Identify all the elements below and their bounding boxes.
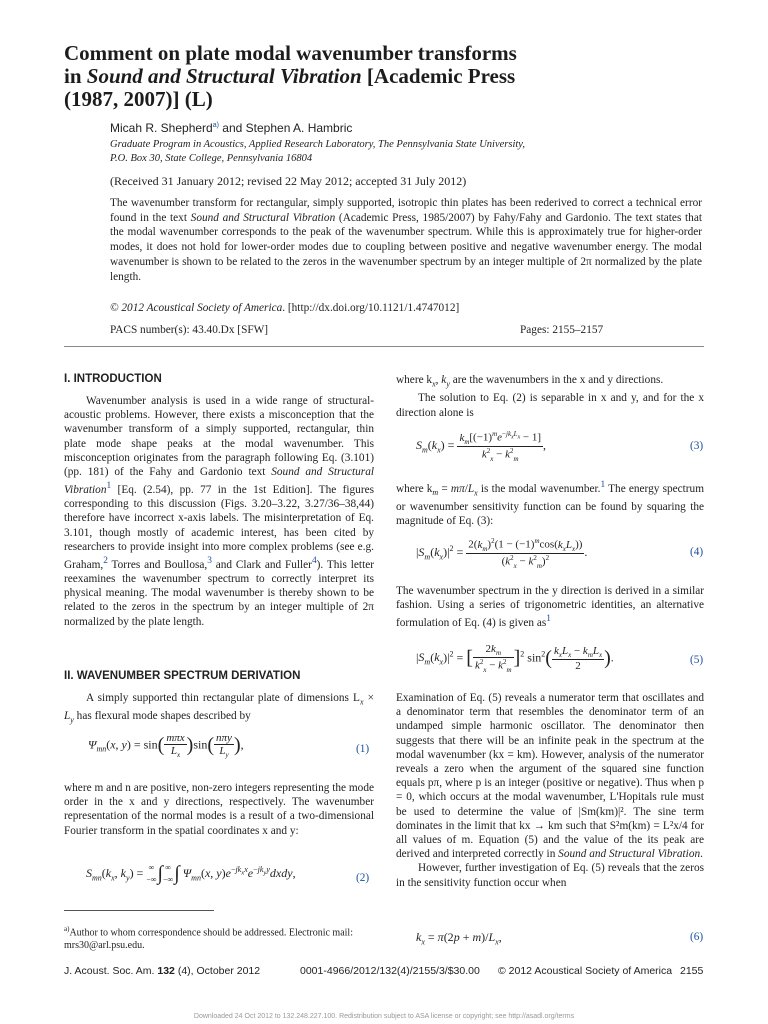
doi-link[interactable]: . [http://dx.doi.org/10.1121/1.4747012] bbox=[282, 302, 460, 314]
pacs-numbers: PACS number(s): 43.40.Dx [SFW] bbox=[110, 324, 269, 336]
right-paragraph-4: Examination of Eq. (5) reveals a numerator term that oscillates and a denominator term that resembles the denominator term of an undamped simple harmonic oscillator. The denominator then suggests that there will be an infinite peak in the spectrum at the modal wavenumber (kx = km). However, analysis of the numerator reveals a zero when the argument of the squared sine function equals pπ, where p is an integer (positive or negative). Thus when p = 0, which occurs at the modal wavenumber, L'Hopitals rule must be used to determine the value of |Sm(km)|². The sine term dominates in the limit that kx → km such that S²m(km) = L²x/4 for all values of m. Equation (5) and the value of the its peak are derived and interpreted correctly in Sound and Structural Vibration. However, further investigation of Eq. (5) reveals that the zeros in the sensitivity function occur when bbox=[396, 692, 704, 889]
right-paragraph-3: The wavenumber spectrum in the y direction is derived in a similar fashion. Using a series of trigonometric identities, an alternative formulation of Eq. (4) is given $as^1$ bbox=[396, 585, 704, 630]
equation-number-6[interactable]: (6) bbox=[690, 931, 704, 943]
journal-citation: J. Acoust. Soc. Am. 132 (4), October 2012 bbox=[64, 965, 261, 977]
right-paragraph-1: where $k_x$, $k_y$ are the wavenumbers in the x and y directions. The solution to Eq. (2) is separable in x and y, and for the x direction alone is bbox=[396, 374, 704, 419]
footnote-marker[interactable]: a) bbox=[212, 122, 219, 129]
derivation-paragraph-1: A simply supported thin rectangular plate of dimensions $L_x \times L_y$ has flexural mode shapes described by bbox=[64, 692, 374, 725]
section-heading-introduction: I. INTRODUCTION bbox=[64, 373, 162, 385]
equation-4: $|S_m(k_x)|^2$ = $\frac{2(k_m)^2(1 - (-1)^m\cos(k_xL_x))}{(k^2_x - k^2_m)^2}$ . bbox=[416, 537, 588, 570]
abstract: The wavenumber transform for rectangular, simply supported, isotropic thin plates has been rederived to correct a technical error found in the text Sound and Structural Vibration (Academic Press, 1985/2007) by Fahy/Fahy and Gardonio. The text states that the modal wavenumber corresponds to the peak of the wavenumber spectrum. While this is approximately true for higher-order modes, it does not hold for lower-order modes due to coupling between positive and negative wavenumber energy. The modal wavenumber is shown to be related to the zeros in the wavenumber spectrum by an integer multiple of 2π normalized by the plate length. bbox=[110, 197, 702, 283]
footnote-divider bbox=[64, 910, 214, 911]
equation-1: $\Psi_{mn}(x$, y) = sin( $\frac{\text{mπx}}{L_x}$ )sin( $\frac{\text{nπy}}{L_y}$ ), bbox=[88, 732, 244, 760]
intro-paragraph: Wavenumber analysis is used in a wide range of structural-acoustic problems. However, there exists a misconception that the wavenumber transform of a simply supported, rectangular, thin plate mode shape peaks at the modal wavenumber. This misconception originates from the paragraph following Eq. (3.101) (pp. 181) of the Fahy and Gardonio text Sound and Structural Vibration$^1$ [Eq. (2.54), pp. 77 in the 1st Edition]. The figures corresponding to this discussion (Figs. 3.20–3.22, 3.27/36–38,44) therefore have incorrect x-axis labels. The misinterpretation of Eq. 3.101, though mostly of academic interest, has been cited by researchers to provide insight into more complex problems (see e.g. Graham,$^2$ Torres and Boullosa,$^3$ and Clark and Fuller$^4$). This letter reexamines the wavenumber spectrum to correctly interpret its physical meaning. The modal wavenumber is thereby shown to be related to the zeros in the spectrum by an integer multiple of 2π normalized by the plate length. bbox=[64, 395, 374, 628]
footer-copyright: © 2012 Acoustical Society of America bbox=[498, 965, 673, 977]
equation-5: $|S_m(k_x)|^2$ = [ $\frac{2k_m}{k^2_x - k^2_m}$ ]$^2$ $\sin^2$( $\frac{k_xL_x - k_mL_x}{2}$ ). bbox=[416, 643, 614, 675]
header-divider bbox=[64, 346, 704, 347]
derivation-paragraph-2: where m and n are positive, non-zero integers representing the mode order in the x and y directions, respectively. The wavenumber representation of the normal modes is a result of a two-dimensional Fourier transform in the spatial coordinates x and y: bbox=[64, 782, 374, 837]
equation-2: $S_{mn}(k_x$, $k_y$) = ∞ −∞∫ ∞ −∞∫ $\Psi_{mn}(x$, $y)e^{-jk_xx}e^{-jk_yy}dxdy$, bbox=[86, 862, 296, 885]
equation-6: $k_x = \pi(2p + m)/L_x$, bbox=[416, 930, 502, 947]
equation-number-2[interactable]: (2) bbox=[356, 872, 370, 884]
author-list: Micah R. Shepherd$^{a)}$ and Stephen A. Hambric bbox=[110, 121, 353, 135]
equation-number-5[interactable]: (5) bbox=[690, 654, 704, 666]
received-dates: (Received 31 January 2012; revised 22 May 2012; accepted 31 July 2012) bbox=[110, 174, 467, 188]
download-notice: Downloaded 24 Oct 2012 to 132.248.227.100. Redistribution subject to ASA license or copyright; see http://asadl.org/terms bbox=[193, 1013, 575, 1020]
equation-number-1[interactable]: (1) bbox=[356, 743, 370, 755]
section-heading-derivation: II. WAVENUMBER SPECTRUM DERIVATION bbox=[64, 670, 301, 682]
article-title: Comment on plate modal wavenumber transforms in Sound and Structural Vibration [Academic Press (1987, 2007)] (L) bbox=[64, 41, 517, 111]
copyright-line: © 2012 Acoustical Society of America. [http://dx.doi.org/10.1121/1.4747012] bbox=[110, 302, 460, 314]
equation-3: $S_m(k_x)$ = $\frac{k_m[(-1)^me^{-jk_xL_x} - 1]}{k^2_x - k^2_m}$ , bbox=[416, 430, 547, 463]
footnote: $^{a)}$Author to whom correspondence should be addressed. Electronic mail: mrs30@arl.psu.edu. bbox=[64, 925, 353, 952]
right-paragraph-2: where $k_m = m\pi/L_x$ is the modal wavenumber.$^1$ The energy spectrum or wavenumber sensitivity function can be found by squaring the magnitude of Eq. (3): bbox=[396, 480, 704, 528]
equation-number-3[interactable]: (3) bbox=[690, 440, 704, 452]
equation-number-4[interactable]: (4) bbox=[690, 546, 704, 558]
page-number: 2155 bbox=[680, 965, 704, 977]
issn-line: 0001-4966/2012/132(4)/2155/3/$30.00 bbox=[300, 965, 480, 977]
page-range: Pages: 2155–2157 bbox=[520, 324, 604, 336]
affiliation: Graduate Program in Acoustics, Applied Research Laboratory, The Pennsylvania State University, P.O. Box 30, State College, Pennsylvania 16804 bbox=[110, 139, 525, 164]
